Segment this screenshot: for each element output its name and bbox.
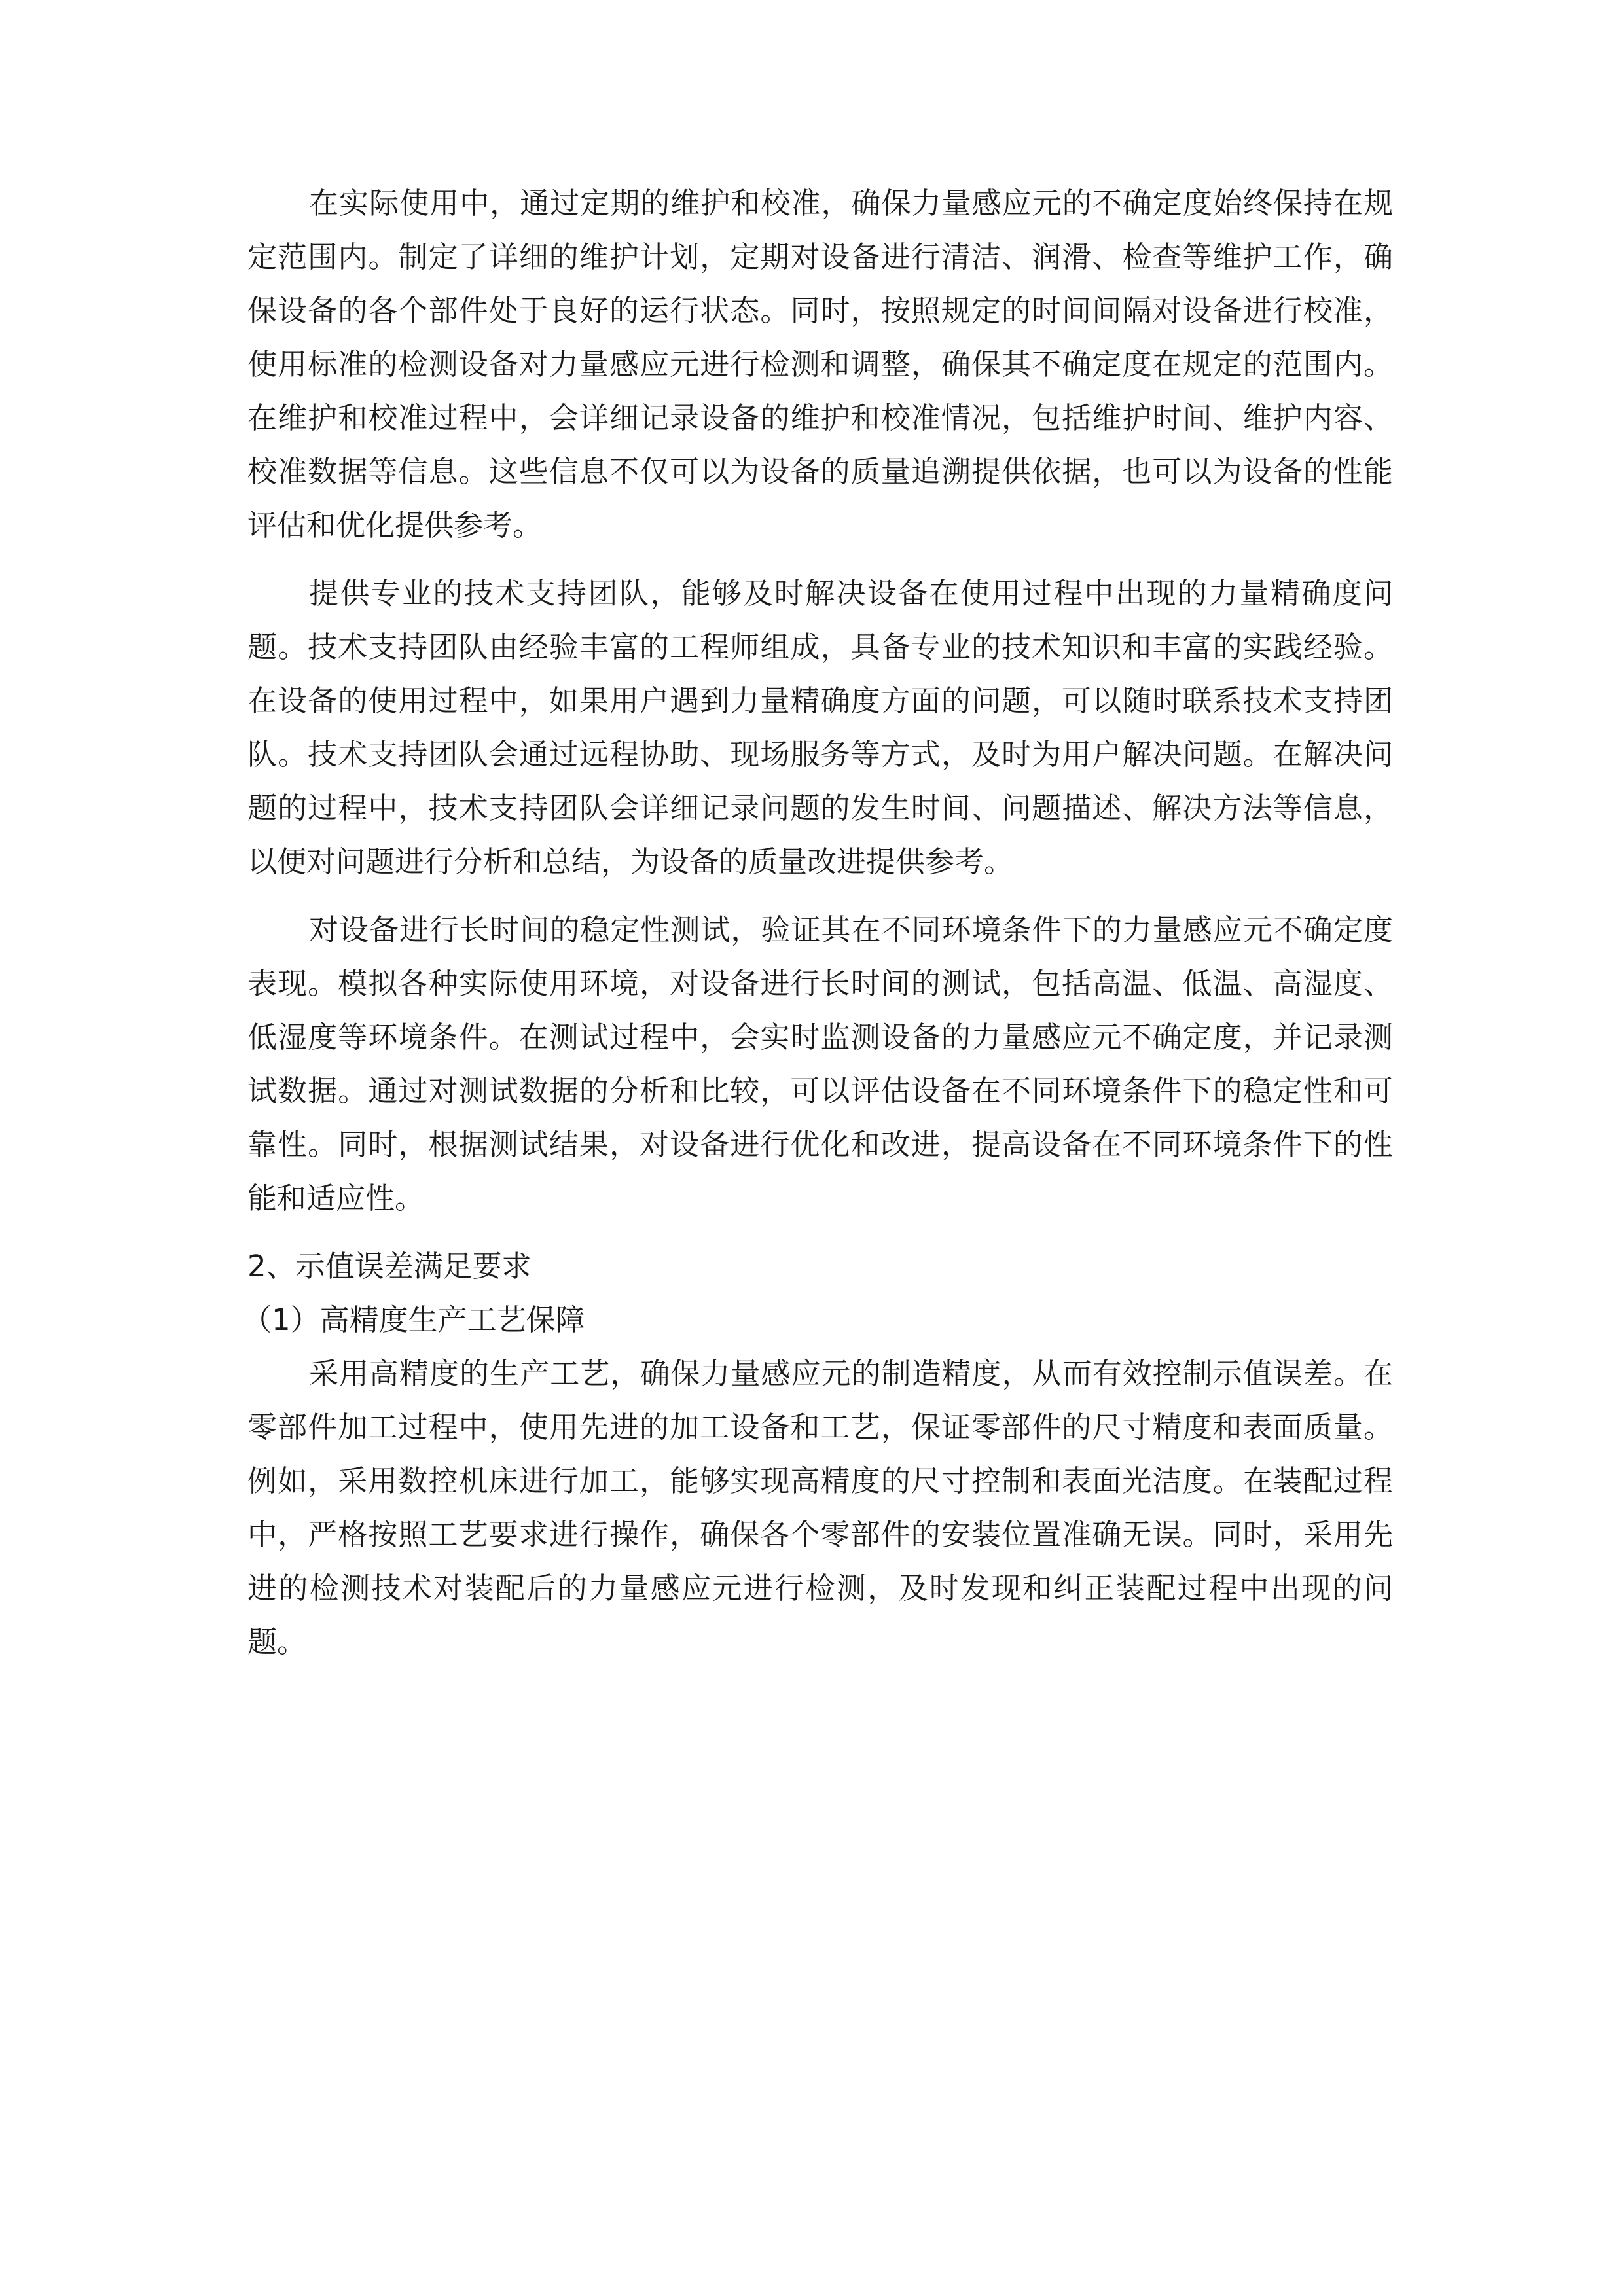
paragraph-stability-testing: 对设备进行长时间的稳定性测试，验证其在不同环境条件下的力量感应元不确定度表现。模拟各种实际使用环境，对设备进行长时间的测试，包括高温、低温、高湿度、低湿度等环境条件。在测试过程中，会实时监测设备的力量感应元不确定度，并记录测试数据。通过对测试数据的分析和比较，可以评估设备在不同环境条件下的稳定性和可靠性。同时，根据测试结果，对设备进行优化和改进，提高设备在不同环境条件下的性能和适应性。 — [247, 912, 1393, 1215]
paragraph-technical-support: 提供专业的技术支持团队，能够及时解决设备在使用过程中出现的力量精确度问题。技术支持团队由经验丰富的工程师组成，具备专业的技术知识和丰富的实践经验。在设备的使用过程中，如果用户遇到力量精确度方面的问题，可以随时联系技术支持团队。技术支持团队会通过远程协助、现场服务等方式，及时为用户解决问题。在解决问题的过程中，技术支持团队会详细记录问题的发生时间、问题描述、解决方法等信息，以便对问题进行分析和总结，为设备的质量改进提供参考。 — [247, 576, 1393, 879]
paragraph-maintenance-calibration: 在实际使用中，通过定期的维护和校准，确保力量感应元的不确定度始终保持在规定范围内。制定了详细的维护计划，定期对设备进行清洁、润滑、检查等维护工作，确保设备的各个部件处于良好的运行状态。同时，按照规定的时间间隔对设备进行校准，使用标准的检测设备对力量感应元进行检测和调整，确保其不确定度在规定的范围内。在维护和校准过程中，会详细记录设备的维护和校准情况，包括维护时间、维护内容、校准数据等信息。这些信息不仅可以为设备的质量追溯提供依据，也可以为设备的性能评估和优化提供参考。 — [247, 186, 1393, 543]
section-heading: 2、示值误差满足要求 — [247, 1249, 532, 1283]
document-body — [242, 177, 1393, 1683]
subsection-heading: （1）高精度生产工艺保障 — [242, 1302, 585, 1337]
paragraph-production-process: 采用高精度的生产工艺，确保力量感应元的制造精度，从而有效控制示值误差。在零部件加工过程中，使用先进的加工设备和工艺，保证零部件的尺寸精度和表面质量。例如，采用数控机床进行加工，能够实现高精度的尺寸控制和表面光洁度。在装配过程中，严格按照工艺要求进行操作，确保各个零部件的安装位置准确无误。同时，采用先进的检测技术对装配后的力量感应元进行检测，及时发现和纠正装配过程中出现的问题。 — [247, 1356, 1393, 1659]
